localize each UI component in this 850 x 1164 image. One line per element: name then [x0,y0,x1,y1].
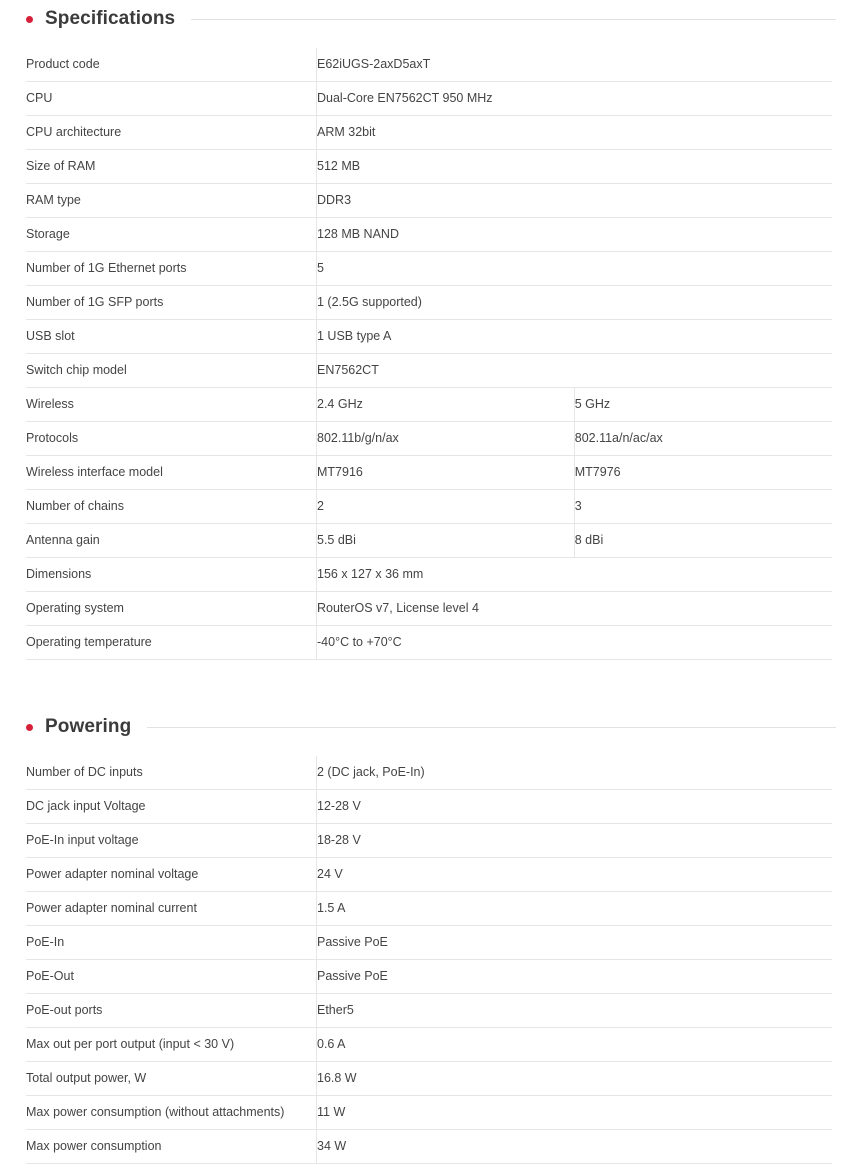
row-label: Wireless [26,388,317,422]
row-label: Operating system [26,592,317,626]
row-value: 5 [317,252,833,286]
row-value: 1 (2.5G supported) [317,286,833,320]
row-value-5ghz: 5 GHz [574,388,832,422]
row-value-24ghz: 2.4 GHz [317,388,575,422]
row-label: Max power consumption (without attachments) [26,1096,317,1130]
row-label: Storage [26,218,317,252]
row-label: Product code [26,48,317,82]
row-label: Number of 1G Ethernet ports [26,252,317,286]
table-row [26,790,832,824]
table-row [26,960,832,994]
row-value: Passive PoE [317,960,833,994]
row-value: 128 MB NAND [317,218,833,252]
row-value: 2 (DC jack, PoE-In) [317,756,833,790]
table-row [26,626,832,660]
row-label: Dimensions [26,558,317,592]
header-divider [147,727,836,728]
row-label: Wireless interface model [26,456,317,490]
table-row [26,184,832,218]
table-row [26,1062,832,1096]
table-row [26,82,832,116]
table-row [26,490,832,524]
row-label: Number of chains [26,490,317,524]
row-value-24ghz: 802.11b/g/n/ax [317,422,575,456]
table-row [26,422,832,456]
row-label: Max out per port output (input < 30 V) [26,1028,317,1062]
row-value: 34 W [317,1130,833,1164]
table-row [26,756,832,790]
table-row [26,824,832,858]
row-label: DC jack input Voltage [26,790,317,824]
row-label: PoE-Out [26,960,317,994]
row-value-5ghz: 3 [574,490,832,524]
row-value: 16.8 W [317,1062,833,1096]
row-label: Protocols [26,422,317,456]
row-value: RouterOS v7, License level 4 [317,592,833,626]
table-row [26,592,832,626]
table-row [26,320,832,354]
row-label: Antenna gain [26,524,317,558]
row-label: Max power consumption [26,1130,317,1164]
section-title: Specifications [45,8,176,29]
row-label: Number of DC inputs [26,756,317,790]
row-value: 24 V [317,858,833,892]
table-row [26,150,832,184]
section-header-specifications [0,8,850,30]
row-value: 18-28 V [317,824,833,858]
row-value: 12-28 V [317,790,833,824]
bullet-icon [26,16,33,23]
header-divider [191,19,836,20]
row-value: Ether5 [317,994,833,1028]
bullet-icon [26,724,33,731]
table-row [26,218,832,252]
row-value: DDR3 [317,184,833,218]
table-row [26,388,832,422]
table-row [26,354,832,388]
row-value-5ghz: 8 dBi [574,524,832,558]
row-label: RAM type [26,184,317,218]
row-label: Size of RAM [26,150,317,184]
row-label: PoE-In [26,926,317,960]
row-value-24ghz: 5.5 dBi [317,524,575,558]
row-value: E62iUGS-2axD5axT [317,48,833,82]
row-value-5ghz: MT7976 [574,456,832,490]
row-label: Power adapter nominal voltage [26,858,317,892]
table-row [26,456,832,490]
table-row [26,286,832,320]
table-row [26,1130,832,1164]
row-value: -40°C to +70°C [317,626,833,660]
row-value-24ghz: 2 [317,490,575,524]
row-label: Total output power, W [26,1062,317,1096]
row-value-5ghz: 802.11a/n/ac/ax [574,422,832,456]
table-row [26,1028,832,1062]
row-value: 0.6 A [317,1028,833,1062]
row-value-24ghz: MT7916 [317,456,575,490]
row-value: 1 USB type A [317,320,833,354]
row-value: Passive PoE [317,926,833,960]
top-spacer [0,0,850,8]
table-row [26,926,832,960]
row-label: CPU [26,82,317,116]
section-powering [0,716,850,1164]
row-label: Switch chip model [26,354,317,388]
row-value: 1.5 A [317,892,833,926]
row-label: PoE-In input voltage [26,824,317,858]
table-row [26,994,832,1028]
table-row [26,524,832,558]
table-row [26,48,832,82]
section-title: Powering [45,716,132,737]
row-value: 156 x 127 x 36 mm [317,558,833,592]
table-row [26,252,832,286]
powering-table [26,756,832,1164]
row-value: ARM 32bit [317,116,833,150]
row-value: 11 W [317,1096,833,1130]
row-value: Dual-Core EN7562CT 950 MHz [317,82,833,116]
table-row [26,1096,832,1130]
row-label: Power adapter nominal current [26,892,317,926]
row-label: Number of 1G SFP ports [26,286,317,320]
row-label: USB slot [26,320,317,354]
row-value: 512 MB [317,150,833,184]
section-spacer [0,660,850,716]
row-label: CPU architecture [26,116,317,150]
row-label: Operating temperature [26,626,317,660]
table-row [26,116,832,150]
table-row [26,892,832,926]
section-header-powering [0,716,850,738]
row-label: PoE-out ports [26,994,317,1028]
specifications-table [26,48,832,660]
row-value: EN7562CT [317,354,833,388]
table-row [26,558,832,592]
section-specifications [0,8,850,660]
